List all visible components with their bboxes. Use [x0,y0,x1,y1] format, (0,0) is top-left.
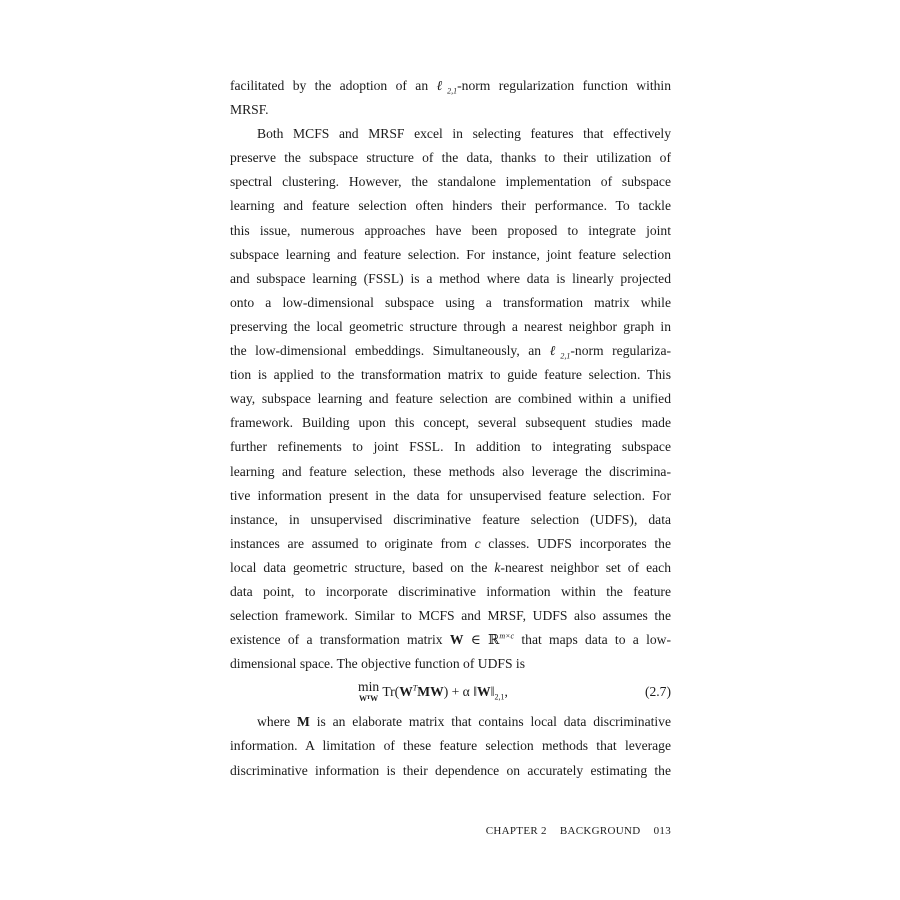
text-line: subspace learning and feature selection. For instance, joint feature selection [230,246,671,262]
var-c: c [474,535,481,551]
footer-chapter: CHAPTER 2 [485,825,547,837]
text-line: and subspace learning (FSSL) is a method where data is linearly projected [230,270,671,286]
l21-norm-symbol: ℓ$_{2,1}$ [436,78,458,96]
text-line: framework. Building upon this concept, several subsequent studies made [230,415,671,431]
main-text [230,74,671,783]
text-line: learning and feature selection, these methods also leverage the discrimina- [230,463,671,479]
equation-2-7 [230,676,671,710]
footer-section: BACKGROUND [559,825,641,837]
text-line: existence of a transformation matrix W ∈ ℝ$^{m\times c}$ that maps data to a low- [230,631,671,648]
text-line: local data geometric structure, based on the k-nearest neighbor set of each [230,559,671,575]
text-line: instance, in unsupervised discriminative feature selection (UDFS), data [230,511,671,527]
text-line: spectral clustering. However, the standalone implementation of subspace [230,174,671,190]
text-line: facilitated by the adoption of an ℓ$_{2,1}$-norm regularization function within [230,78,671,96]
text-line: way, subspace learning and feature selection are combined within a unified [230,391,671,407]
text-line: Both MCFS and MRSF excel in selecting features that effectively [257,126,671,142]
equation-number: (2.7) [644,684,671,700]
text-line: tion is applied to the transformation matrix to guide feature selection. This [230,367,671,383]
page-footer [486,825,671,837]
text-line: where M is an elaborate matrix that contains local data discriminative [257,714,671,730]
text-line: learning and feature selection often hinders their performance. To tackle [230,198,671,214]
text-line: data point, to incorporate discriminative information within the feature [230,583,671,599]
matrix-w: W [449,632,464,648]
real-numbers-symbol: ℝ [488,632,500,648]
var-k: k [494,559,501,575]
text-line: selection framework. Similar to MCFS and MRSF, UDFS also assumes the [230,608,671,624]
matrix-m: M [297,714,310,730]
text-line: the low-dimensional embeddings. Simultaneously, an ℓ$_{2,1}$-norm regulariza- [230,343,672,361]
text-line: this issue, numerous approaches have been proposed to integrate joint [230,222,671,238]
text-line: onto a low-dimensional subspace using a transformation matrix while [230,294,671,310]
text-line: instances are assumed to originate from c classes. UDFS incorporates the [230,535,671,551]
text-line: preserve the subspace structure of the data, thanks to their utilization of [230,150,671,166]
text-line: information. A limitation of these feature selection methods that leverage [230,738,671,754]
min-operator: min WᵀW [358,679,380,704]
text-line: further refinements to joint FSSL. In addition to integrating subspace [230,439,671,455]
text-line: preserving the local geometric structure through a nearest neighbor graph in [230,318,671,334]
text-line: MRSF. [230,102,269,118]
text-line: dimensional space. The objective function of UDFS is [230,656,525,672]
text-line: tive information present in the data for unsupervised feature selection. For [230,487,671,503]
page-number: 013 [653,825,671,837]
text-line: discriminative information is their dependence on accurately estimating the [230,762,671,778]
equation-body: min WᵀW $Tr(W^TMW) + \alpha$ $‖W‖_{2,1}$, [358,679,508,704]
l21-norm-symbol: ℓ$_{2,1}$ [549,343,571,361]
